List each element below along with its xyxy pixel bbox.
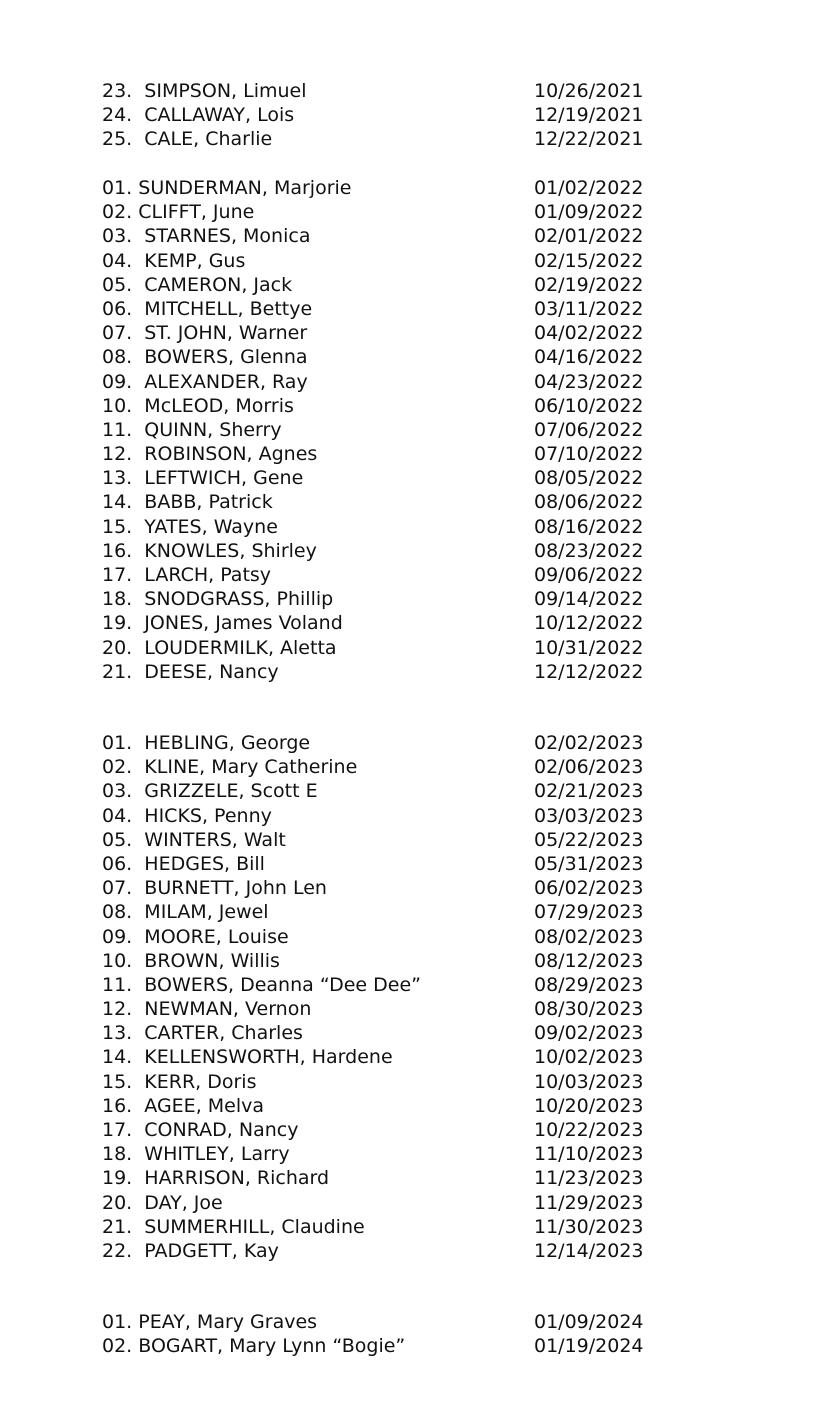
date-entry: 02/02/2023 xyxy=(534,732,644,754)
list-item xyxy=(102,466,662,490)
date-entry: 02/01/2022 xyxy=(534,225,644,248)
list-item xyxy=(102,1191,662,1215)
list-item xyxy=(102,1215,662,1239)
list-item xyxy=(102,127,662,151)
list-item xyxy=(102,539,662,563)
list-item xyxy=(102,755,662,779)
date-entry: 04/16/2022 xyxy=(534,346,644,369)
list-item xyxy=(102,321,662,345)
date-entry: 07/29/2023 xyxy=(534,901,644,924)
date-entry: 04/02/2022 xyxy=(534,322,644,345)
name-entry: 01. SUNDERMAN, Marjorie xyxy=(102,177,352,199)
date-entry: 08/16/2022 xyxy=(534,515,644,538)
name-entry: 17. CONRAD, Nancy xyxy=(102,1119,299,1141)
list-item xyxy=(102,249,662,273)
list-item xyxy=(102,1021,662,1045)
name-entry: 19. HARRISON, Richard xyxy=(102,1167,330,1190)
date-entry: 11/30/2023 xyxy=(534,1215,644,1238)
name-entry: 09. ALEXANDER, Ray xyxy=(102,370,308,393)
date-entry: 10/03/2023 xyxy=(534,1070,644,1093)
name-entry: 01. HEBLING, George xyxy=(102,732,311,754)
date-entry: 12/12/2022 xyxy=(534,660,644,683)
name-entry: 22. PADGETT, Kay xyxy=(102,1239,279,1262)
date-entry: 08/23/2022 xyxy=(534,539,644,562)
name-entry: 06. MITCHELL, Bettye xyxy=(102,297,313,320)
list-item xyxy=(102,1142,662,1166)
date-entry: 01/02/2022 xyxy=(534,177,644,199)
list-item xyxy=(102,418,662,442)
section-2021 xyxy=(102,79,662,152)
list-item xyxy=(102,611,662,635)
list-item xyxy=(102,997,662,1021)
list-item xyxy=(102,804,662,828)
date-entry: 06/02/2023 xyxy=(534,877,644,900)
date-entry: 05/22/2023 xyxy=(534,828,644,851)
date-entry: 10/22/2023 xyxy=(534,1119,644,1141)
name-entry: 10. McLEOD, Morris xyxy=(102,394,294,417)
date-entry: 08/29/2023 xyxy=(534,973,644,996)
list-item xyxy=(102,297,662,321)
name-entry: 25. CALE, Charlie xyxy=(102,128,273,151)
date-entry: 11/23/2023 xyxy=(534,1167,644,1190)
date-entry: 12/19/2021 xyxy=(534,104,644,127)
name-entry: 11. QUINN, Sherry xyxy=(102,418,282,441)
name-entry: 18. WHITLEY, Larry xyxy=(102,1143,290,1166)
name-entry: 17. LARCH, Patsy xyxy=(102,564,272,586)
name-entry: 20. LOUDERMILK, Aletta xyxy=(102,636,337,659)
date-entry: 03/11/2022 xyxy=(534,297,644,320)
list-item xyxy=(102,876,662,900)
date-entry: 08/12/2023 xyxy=(534,949,644,972)
section-2022 xyxy=(102,176,662,684)
list-item xyxy=(102,828,662,852)
date-entry: 10/12/2022 xyxy=(534,612,644,635)
name-entry: 03. GRIZZELE, Scott E xyxy=(102,780,318,803)
list-item xyxy=(102,1045,662,1069)
date-entry: 12/14/2023 xyxy=(534,1239,644,1262)
list-item xyxy=(102,779,662,803)
date-entry: 03/03/2023 xyxy=(534,804,644,827)
date-entry: 02/21/2023 xyxy=(534,780,644,803)
section-2023 xyxy=(102,731,662,1263)
list-item xyxy=(102,224,662,248)
name-entry: 02. CLIFFT, June xyxy=(102,201,255,224)
name-entry: 11. BOWERS, Deanna “Dee Dee” xyxy=(102,973,421,996)
list-item xyxy=(102,176,662,200)
name-entry: 15. KERR, Doris xyxy=(102,1070,257,1093)
date-entry: 01/09/2024 xyxy=(534,1311,644,1333)
list-item xyxy=(102,1334,662,1358)
section-2024 xyxy=(102,1310,662,1358)
list-item xyxy=(102,442,662,466)
date-entry: 08/05/2022 xyxy=(534,467,644,490)
name-entry: 05. CAMERON, Jack xyxy=(102,273,293,296)
date-entry: 05/31/2023 xyxy=(534,852,644,875)
list-item xyxy=(102,1118,662,1142)
date-entry: 10/31/2022 xyxy=(534,636,644,659)
date-entry: 02/15/2022 xyxy=(534,249,644,272)
name-entry: 21. SUMMERHILL, Claudine xyxy=(102,1215,365,1238)
name-entry: 06. HEDGES, Bill xyxy=(102,852,265,875)
name-entry: 24. CALLAWAY, Lois xyxy=(102,104,295,127)
name-entry: 10. BROWN, Willis xyxy=(102,949,280,972)
list-item xyxy=(102,1070,662,1094)
date-entry: 08/02/2023 xyxy=(534,925,644,948)
name-entry: 23. SIMPSON, Limuel xyxy=(102,80,307,102)
name-entry: 07. ST. JOHN, Warner xyxy=(102,322,308,345)
list-item xyxy=(102,925,662,949)
name-entry: 02. BOGART, Mary Lynn “Bogie” xyxy=(102,1335,406,1358)
list-item xyxy=(102,79,662,103)
name-entry: 13. CARTER, Charles xyxy=(102,1022,303,1045)
list-item xyxy=(102,731,662,755)
date-entry: 02/19/2022 xyxy=(534,273,644,296)
name-entry: 20. DAY, Joe xyxy=(102,1191,223,1214)
name-entry: 02. KLINE, Mary Catherine xyxy=(102,756,358,779)
list-item xyxy=(102,900,662,924)
list-item xyxy=(102,394,662,418)
name-entry: 14. BABB, Patrick xyxy=(102,491,273,514)
name-entry: 15. YATES, Wayne xyxy=(102,515,278,538)
list-item xyxy=(102,1166,662,1190)
list-item xyxy=(102,973,662,997)
name-entry: 12. ROBINSON, Agnes xyxy=(102,443,318,466)
date-entry: 10/20/2023 xyxy=(534,1094,644,1117)
name-entry: 07. BURNETT, John Len xyxy=(102,877,327,900)
list-item xyxy=(102,660,662,684)
name-entry: 04. HICKS, Penny xyxy=(102,804,272,827)
date-entry: 11/10/2023 xyxy=(534,1143,644,1166)
date-entry: 01/09/2022 xyxy=(534,201,644,224)
list-item xyxy=(102,515,662,539)
name-entry: 03. STARNES, Monica xyxy=(102,225,311,248)
list-item xyxy=(102,852,662,876)
name-entry: 18. SNODGRASS, Phillip xyxy=(102,588,334,611)
date-entry: 04/23/2022 xyxy=(534,370,644,393)
list-item xyxy=(102,949,662,973)
date-entry: 10/02/2023 xyxy=(534,1046,644,1069)
name-entry: 12. NEWMAN, Vernon xyxy=(102,998,312,1021)
date-entry: 08/30/2023 xyxy=(534,998,644,1021)
name-entry: 16. KNOWLES, Shirley xyxy=(102,539,317,562)
list-item xyxy=(102,1094,662,1118)
list-item xyxy=(102,370,662,394)
name-entry: 16. AGEE, Melva xyxy=(102,1094,265,1117)
list-item xyxy=(102,1239,662,1263)
list-item xyxy=(102,1310,662,1334)
list-item xyxy=(102,490,662,514)
name-entry: 09. MOORE, Louise xyxy=(102,925,289,948)
date-entry: 11/29/2023 xyxy=(534,1191,644,1214)
name-entry: 13. LEFTWICH, Gene xyxy=(102,467,304,490)
list-item xyxy=(102,636,662,660)
name-entry: 05. WINTERS, Walt xyxy=(102,828,286,851)
list-item xyxy=(102,200,662,224)
date-entry: 09/02/2023 xyxy=(534,1022,644,1045)
date-entry: 09/14/2022 xyxy=(534,588,644,611)
date-entry: 09/06/2022 xyxy=(534,564,644,586)
name-entry: 14. KELLENSWORTH, Hardene xyxy=(102,1046,393,1069)
list-item xyxy=(102,587,662,611)
list-item xyxy=(102,103,662,127)
list-item xyxy=(102,563,662,587)
list-item xyxy=(102,273,662,297)
name-entry: 08. BOWERS, Glenna xyxy=(102,346,308,369)
name-entry: 01. PEAY, Mary Graves xyxy=(102,1311,318,1333)
date-entry: 01/19/2024 xyxy=(534,1335,644,1358)
date-entry: 06/10/2022 xyxy=(534,394,644,417)
date-entry: 07/10/2022 xyxy=(534,443,644,466)
name-entry: 08. MILAM, Jewel xyxy=(102,901,269,924)
date-entry: 08/06/2022 xyxy=(534,491,644,514)
list-item xyxy=(102,345,662,369)
date-entry: 12/22/2021 xyxy=(534,128,644,151)
name-entry: 19. JONES, James Voland xyxy=(102,612,343,635)
date-entry: 10/26/2021 xyxy=(534,80,644,102)
name-entry: 04. KEMP, Gus xyxy=(102,249,246,272)
date-entry: 07/06/2022 xyxy=(534,418,644,441)
date-entry: 02/06/2023 xyxy=(534,756,644,779)
name-entry: 21. DEESE, Nancy xyxy=(102,660,279,683)
